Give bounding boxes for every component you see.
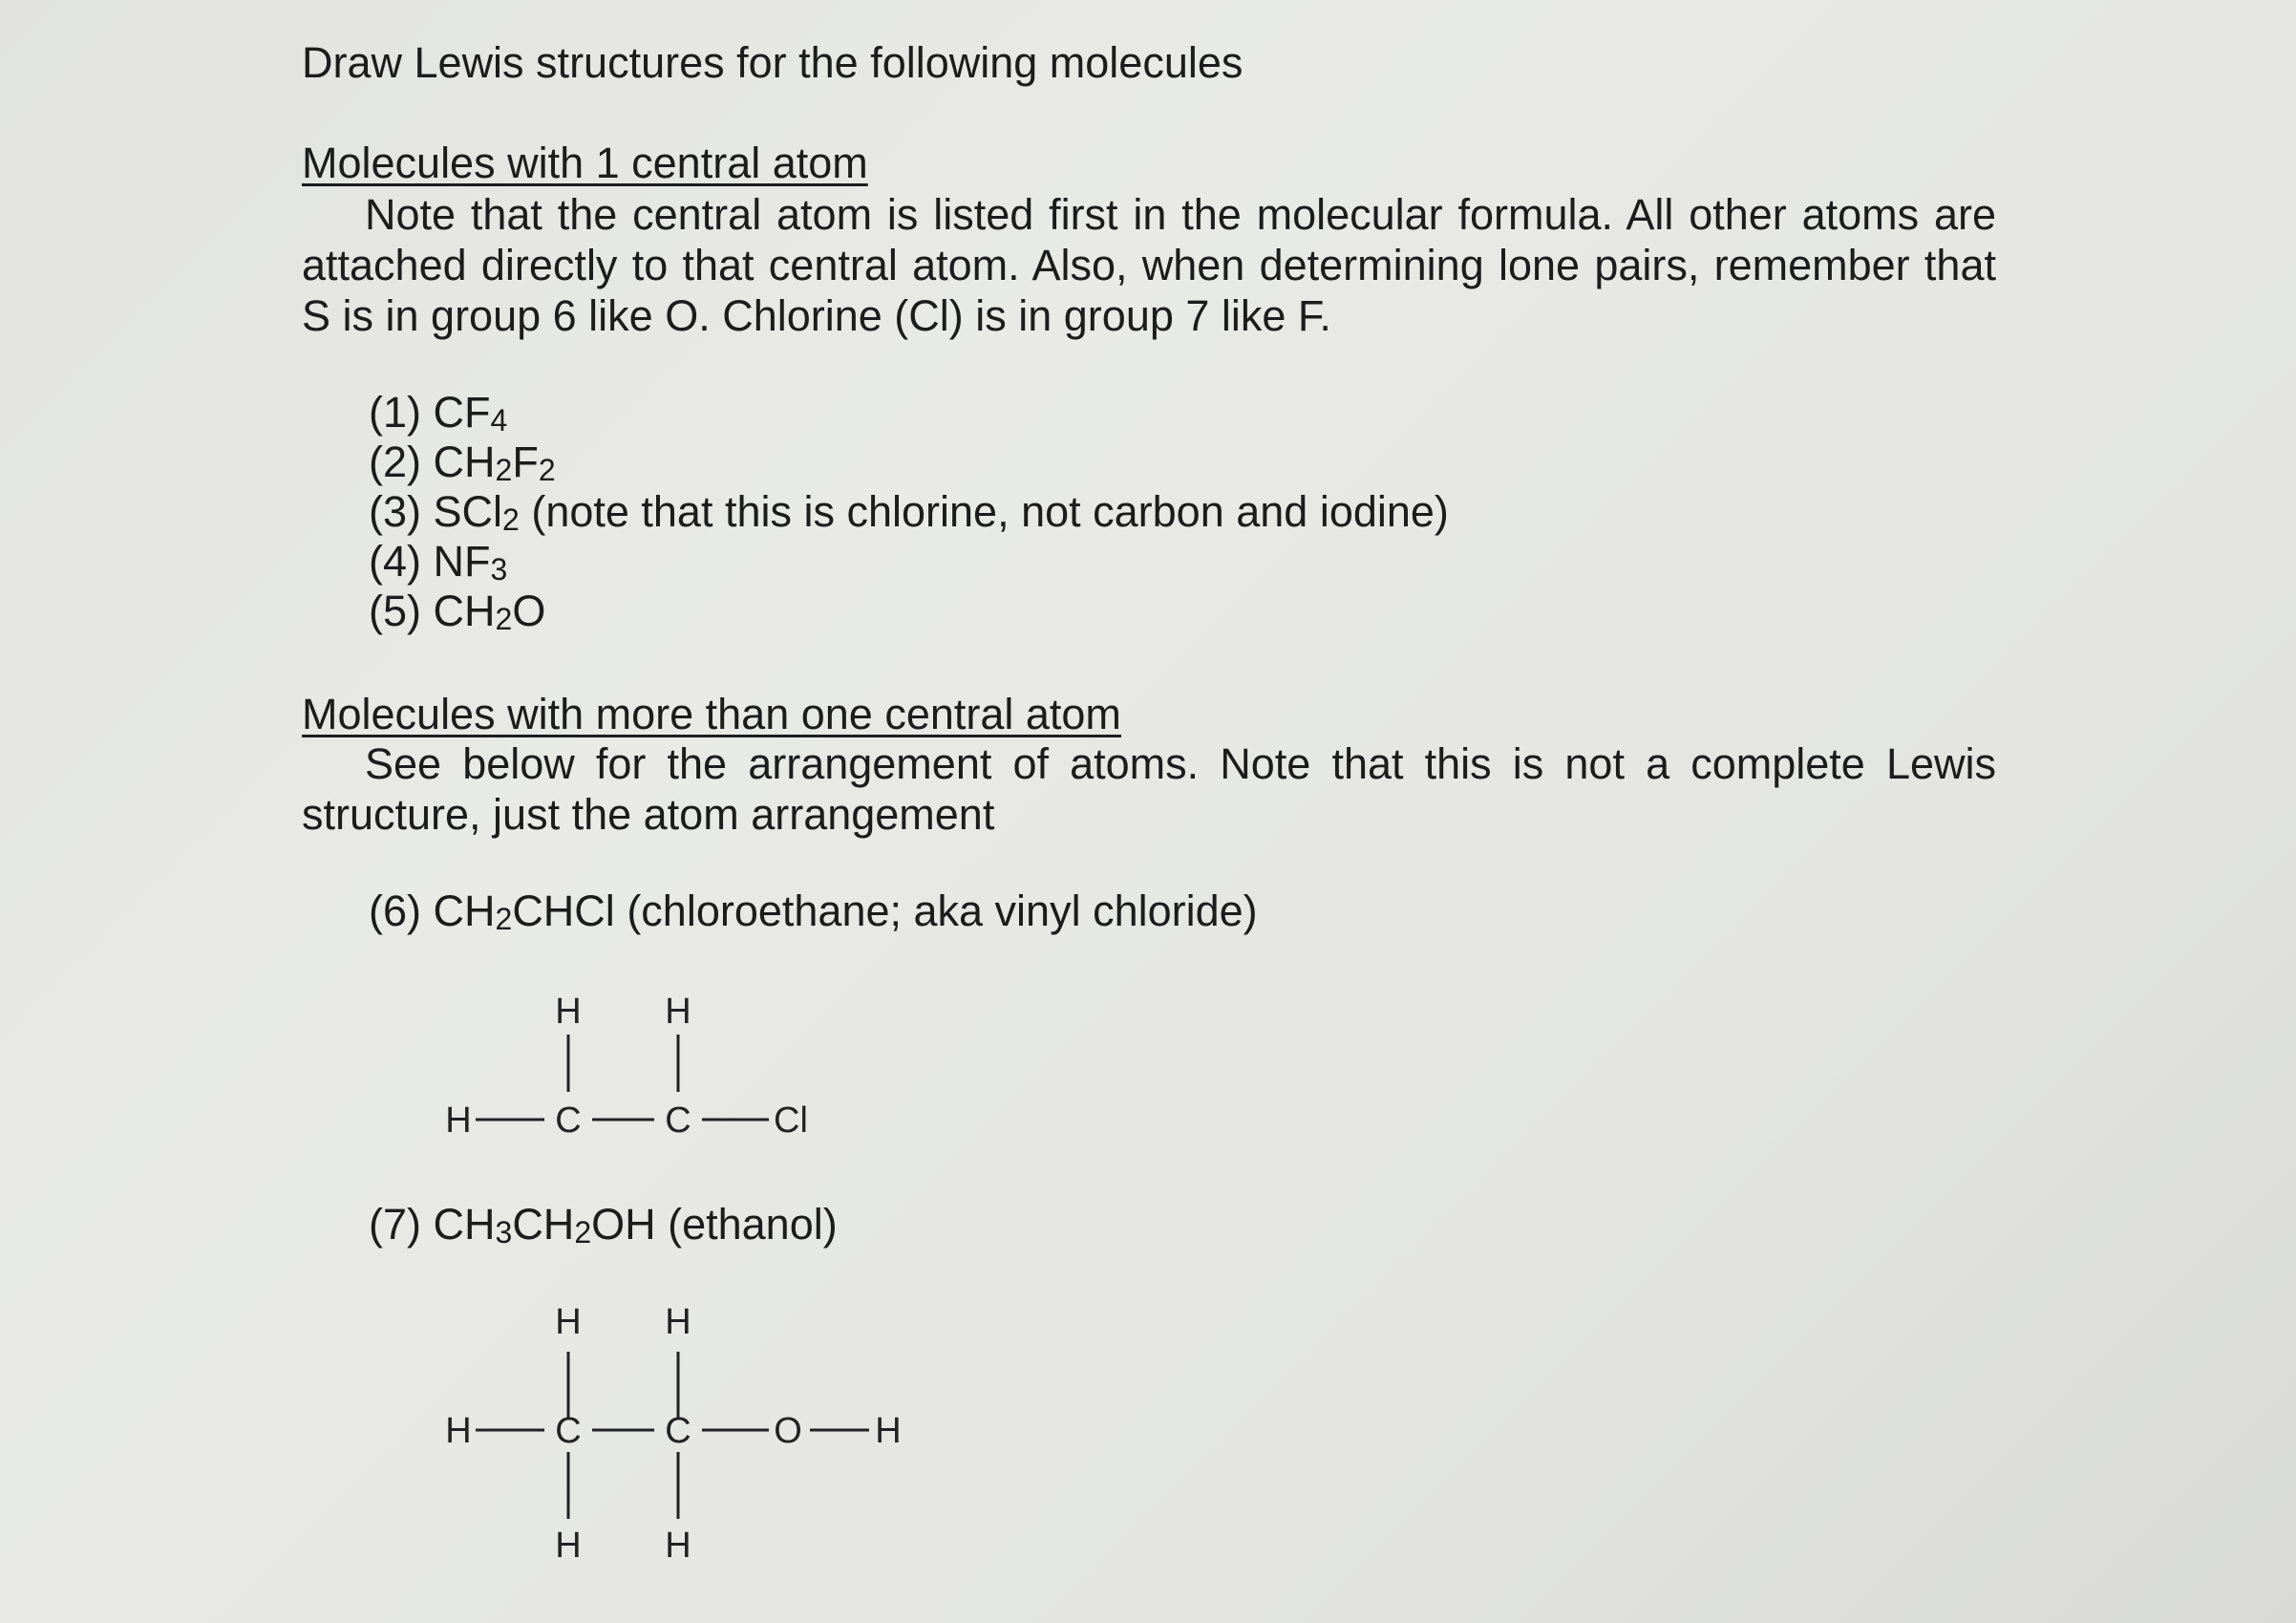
formula-part: CH	[433, 438, 496, 486]
molecule-item-1	[369, 388, 507, 438]
item-number: (2)	[369, 438, 421, 486]
molecule-name: (chloroethane; aka vinyl chloride)	[614, 886, 1258, 935]
formula-part: CH	[512, 1200, 575, 1249]
atom-h-left: H	[445, 1100, 472, 1141]
molecule-name: (ethanol)	[655, 1200, 838, 1249]
structure-chloroethene	[420, 989, 850, 1142]
formula-part: SCl	[433, 487, 503, 536]
molecule-item-3	[369, 487, 1449, 537]
formula-part: OH	[591, 1200, 656, 1249]
atom-h-top-1: H	[555, 1302, 582, 1342]
item-number: (3)	[369, 487, 421, 536]
item-number: (7)	[369, 1200, 421, 1249]
section-note-single-central: Note that the central atom is listed first in the molecular formula. All other atoms are attached directly to that central atom. Also, when determining lone pairs, remember that S is in group 6 like O. Chlorine (Cl) is in group 7 like F.	[302, 190, 1996, 340]
formula-subscript: 2	[495, 453, 513, 487]
section-heading-single-central: Molecules with 1 central atom	[302, 139, 868, 187]
formula-subscript: 3	[495, 1215, 513, 1249]
formula-part: CF	[433, 388, 491, 437]
formula-subscript: 2	[574, 1215, 592, 1249]
item-number: (1)	[369, 388, 421, 437]
atom-h-top-1: H	[555, 992, 582, 1032]
atom-h-top-2: H	[665, 992, 691, 1032]
formula-part: O	[512, 587, 546, 635]
molecule-item-5	[369, 587, 545, 636]
atom-c2: C	[665, 1100, 691, 1141]
atom-c1: C	[555, 1411, 582, 1451]
atom-h-top-2: H	[665, 1302, 691, 1342]
structure-ethanol	[420, 1299, 917, 1567]
item-number: (6)	[369, 886, 421, 935]
formula-subscript: 2	[502, 502, 520, 537]
molecule-item-6	[369, 886, 1258, 936]
molecule-item-7	[369, 1200, 838, 1249]
section-note-multiple-central: See below for the arrangement of atoms. Note that this is not a complete Lewis structure, just the atom arrangement	[302, 739, 1996, 839]
atom-h-left: H	[445, 1411, 472, 1451]
atom-h-bottom-2: H	[665, 1526, 691, 1566]
formula-part: CH	[433, 587, 496, 635]
molecule-item-2	[369, 438, 556, 487]
atom-h-bottom-1: H	[555, 1526, 582, 1566]
formula-subscript: 2	[495, 902, 513, 936]
atom-c1: C	[555, 1100, 582, 1141]
formula-part: NF	[433, 537, 491, 586]
atom-o: O	[774, 1411, 802, 1451]
formula-part: CH	[433, 1200, 496, 1249]
formula-note: (note that this is chlorine, not carbon and iodine)	[519, 487, 1449, 536]
formula-subscript: 2	[538, 453, 556, 487]
item-number: (5)	[369, 587, 421, 635]
formula-subscript: 2	[495, 602, 513, 636]
formula-subscript: 3	[490, 552, 508, 587]
formula-part: F	[512, 438, 539, 486]
atom-c2: C	[665, 1411, 691, 1451]
section-heading-multiple-central: Molecules with more than one central atom	[302, 690, 1121, 738]
formula-part: CHCl	[512, 886, 615, 935]
page-title: Draw Lewis structures for the following molecules	[302, 38, 1244, 87]
item-number: (4)	[369, 537, 421, 586]
atom-cl: Cl	[774, 1100, 808, 1141]
formula-subscript: 4	[490, 403, 508, 438]
atom-h-right: H	[875, 1411, 902, 1451]
formula-part: CH	[433, 886, 496, 935]
molecule-item-4	[369, 537, 507, 587]
